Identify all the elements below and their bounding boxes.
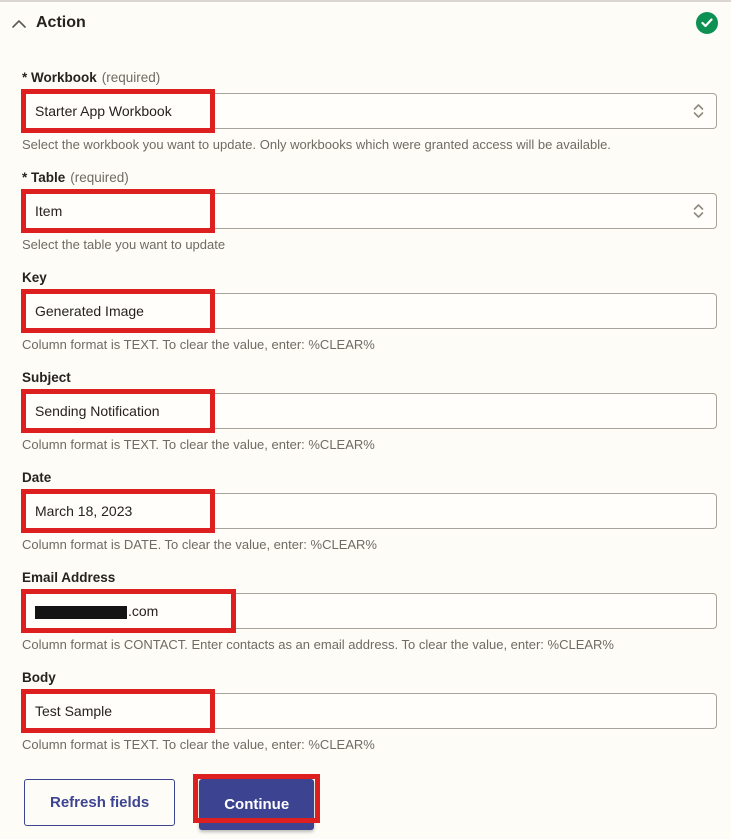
table-label: * Table (required) <box>22 170 129 185</box>
workbook-select-value: Starter App Workbook <box>35 103 172 119</box>
subject-label: Subject <box>22 370 71 385</box>
collapse-section-button[interactable] <box>10 14 28 33</box>
email-help: Column format is CONTACT. Enter contacts as an email address. To clear the value, enter: %CLEAR% <box>22 637 614 652</box>
key-label: Key <box>22 270 47 285</box>
subject-input-value: Sending Notification <box>35 403 160 419</box>
refresh-fields-button[interactable]: Refresh fields <box>24 779 175 826</box>
date-input[interactable] <box>22 493 717 529</box>
form-actions <box>24 779 717 830</box>
date-help: Column format is DATE. To clear the value, enter: %CLEAR% <box>22 537 377 552</box>
subject-input[interactable] <box>22 393 717 429</box>
workbook-field <box>22 70 717 152</box>
date-input-value: March 18, 2023 <box>35 503 133 519</box>
key-field <box>22 270 717 352</box>
subject-help: Column format is TEXT. To clear the value, enter: %CLEAR% <box>22 437 375 452</box>
updown-stepper-icon <box>693 203 704 219</box>
body-label: Body <box>22 670 56 685</box>
action-form <box>0 44 731 830</box>
date-label: Date <box>22 470 52 485</box>
body-input[interactable] <box>22 693 717 729</box>
table-select[interactable] <box>22 193 717 229</box>
action-section-header <box>0 2 731 44</box>
body-input-value: Test Sample <box>35 703 113 719</box>
table-field <box>22 170 717 252</box>
updown-stepper-icon <box>693 103 704 119</box>
redacted-email-bar <box>35 606 127 619</box>
table-help: Select the table you want to update <box>22 237 226 252</box>
check-circle-icon <box>696 12 718 34</box>
continue-button-wrap <box>199 779 314 830</box>
email-field <box>22 570 717 652</box>
email-input[interactable] <box>22 593 717 629</box>
body-field <box>22 670 717 752</box>
key-input[interactable] <box>22 293 717 329</box>
subject-field <box>22 370 717 452</box>
body-help: Column format is TEXT. To clear the value, enter: %CLEAR% <box>22 737 375 752</box>
key-help: Column format is TEXT. To clear the value, enter: %CLEAR% <box>22 337 375 352</box>
workbook-select[interactable] <box>22 93 717 129</box>
email-label: Email Address <box>22 570 116 585</box>
key-input-value: Generated Image <box>35 303 144 319</box>
section-title: Action <box>36 14 86 31</box>
workbook-label: * Workbook (required) <box>22 70 161 85</box>
email-input-value-suffix: .com <box>128 603 159 619</box>
date-field <box>22 470 717 552</box>
chevron-up-icon <box>12 16 26 31</box>
workbook-help: Select the workbook you want to update. Only workbooks which were granted access will be available. <box>22 137 611 152</box>
continue-button[interactable]: Continue <box>199 779 314 830</box>
table-select-value: Item <box>35 203 63 219</box>
